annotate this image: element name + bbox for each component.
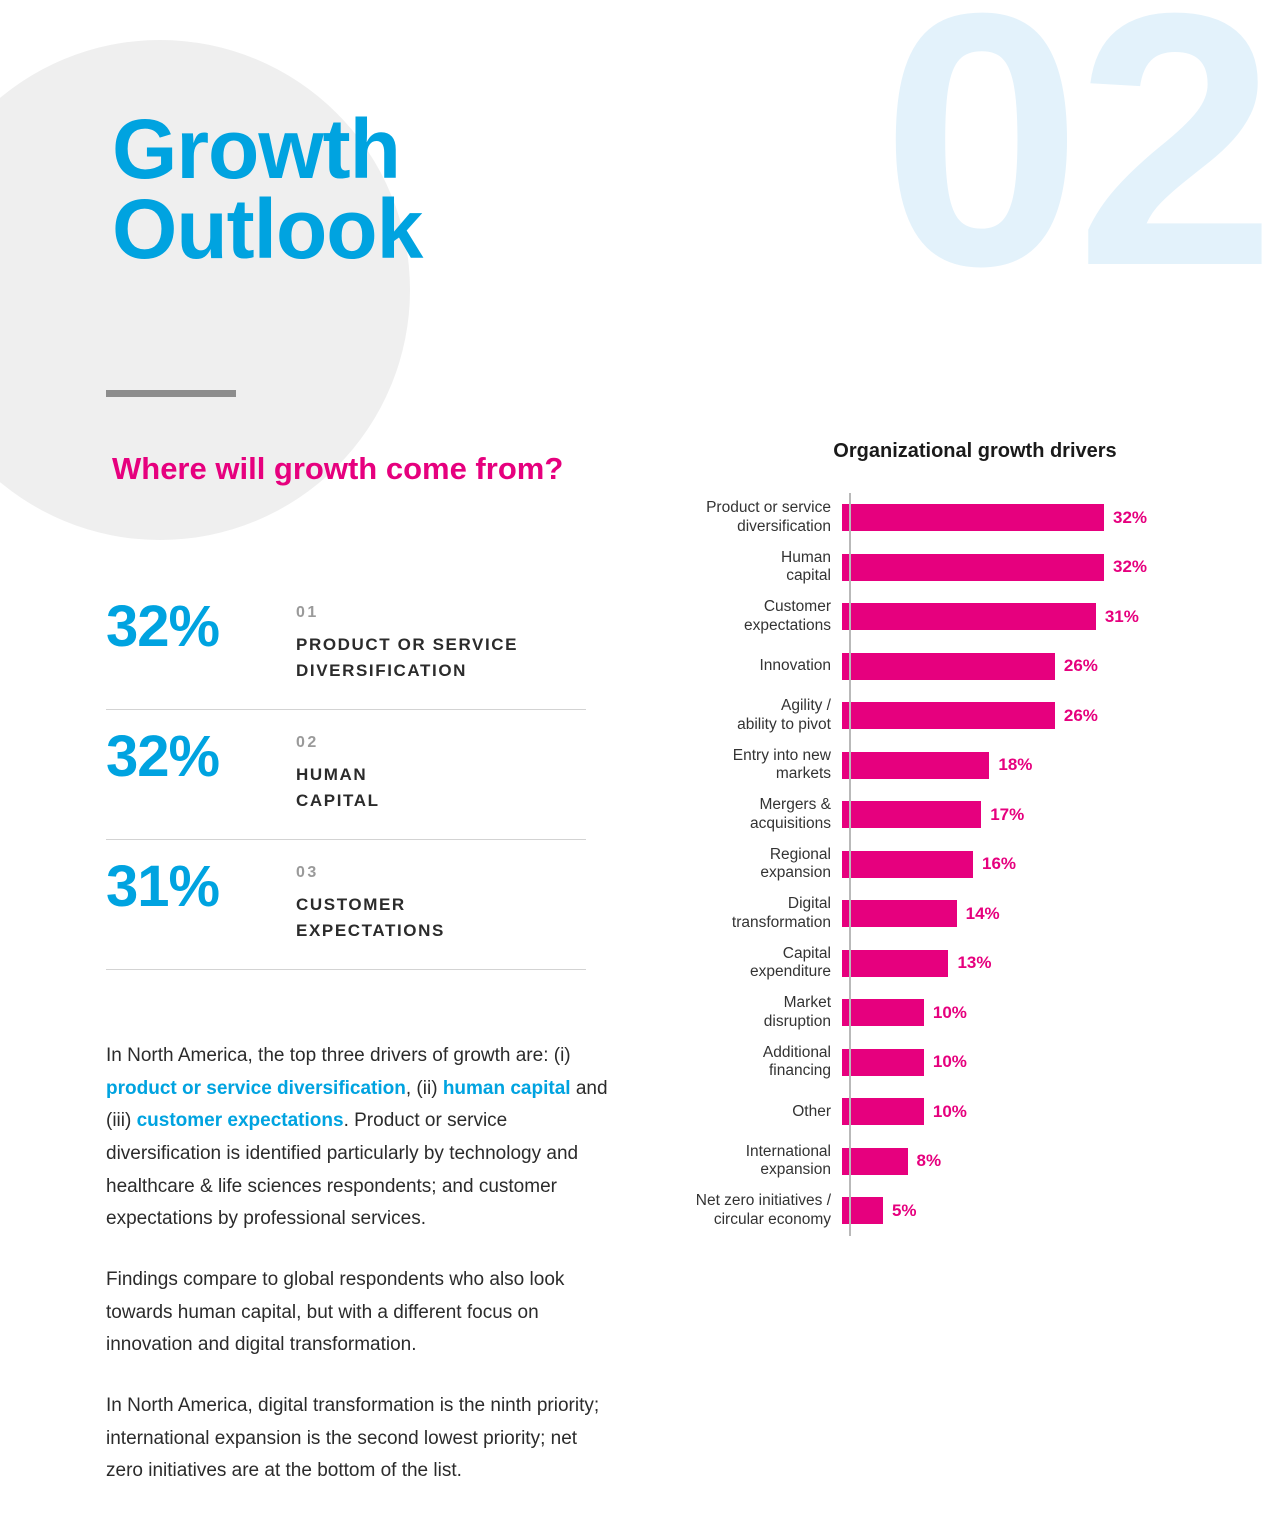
chart-bar [842,851,973,878]
chart-bar-value: 32% [1113,507,1148,527]
stat-meta [296,598,518,683]
chart-bar-row [660,691,1260,741]
stat-label [296,632,518,683]
list-item [106,710,586,840]
chart-category-label: Customer expectations [743,598,831,634]
chart-category-label: International expansion [745,1142,831,1179]
chart-bar [842,801,981,828]
chart-bar-track [840,752,1260,779]
chart-bar-row [660,939,1260,989]
chart-bar-track [840,999,1260,1026]
p1-highlight-1: product or service diversification [106,1077,406,1099]
section-subheading: Where will growth come from? [112,451,564,486]
stat-label [296,892,445,943]
chart-category-label: Capital expenditure [749,944,831,981]
page-title-line-1: Growth [112,102,400,196]
p1-highlight-2: human capital [442,1077,571,1099]
chart-category-label: Digital transformation [731,895,831,931]
chart-bar-value: 10% [932,1101,967,1121]
chart-bar-row [660,790,1260,840]
stat-value: 32% [106,724,220,789]
chart-bar-value: 14% [965,903,1000,923]
stat-label-line-2: EXPECTATIONS [296,920,445,940]
chart-bar-track [840,851,1260,878]
page-title [112,102,423,276]
chart-bar-value: 8% [916,1151,942,1171]
stat-value: 31% [106,854,220,919]
chart-bar-value: 32% [1113,557,1148,577]
chart-bar-value: 31% [1104,606,1139,626]
chart-bar-row [660,1137,1260,1187]
paragraph-1 [106,1040,616,1236]
chart-bar-track [840,900,1260,927]
stat-label-line-1: HUMAN [296,765,368,784]
page-title-line-2: Outlook [112,181,423,276]
stat-index: 02 [296,734,319,751]
stat-label-line-2: DIVERSIFICATION [296,660,468,680]
chart-bar-row [660,642,1260,692]
chart-category-label: Regional expansion [760,845,831,882]
section-number-watermark: 02 [881,0,1270,341]
chart-bar [842,999,924,1026]
chart-bar-row [660,840,1260,890]
paragraph-3: In North America, digital transformation is the ninth priority; international expansion is the second lowest priority; net zero initiatives are at the bottom of the list. [106,1395,600,1482]
list-item [106,580,586,710]
chart-bar [842,752,989,779]
p1-text-b: , (ii) [405,1077,443,1099]
chart-bar-value: 13% [957,953,992,973]
chart-bar [842,554,1104,581]
chart-bar-row [660,592,1260,642]
chart-bar-row [660,543,1260,593]
chart-bar-row [660,988,1260,1038]
chart-bar-row [660,889,1260,939]
chart-bar-value: 10% [932,1002,967,1022]
chart-bar [842,702,1055,729]
p1-text-c: and (iii) [106,1077,608,1132]
chart-bar [842,504,1104,531]
stat-value: 32% [106,594,220,659]
chart-bar-value: 16% [982,854,1017,874]
p1-text-d: . Product or service diversification is identified particularly by technology and healthcare & life sciences respondents; and customer expectations by professional services. [106,1110,579,1230]
chart-bar-track [840,950,1260,977]
chart-title: Organizational growth drivers [833,440,1117,462]
chart-category-label: Human capital [781,548,831,585]
chart-bar-value: 26% [1063,705,1098,725]
chart-bar-value: 26% [1063,656,1098,676]
chart-y-axis [849,493,851,1236]
chart-bar-row [660,1186,1260,1236]
stat-label-line-1: PRODUCT OR SERVICE [296,635,519,654]
chart-category-label: Additional financing [762,1043,831,1080]
body-copy [106,1040,616,1516]
chart-bar-track [840,702,1260,729]
chart-bar-track [840,1148,1260,1175]
chart-bar-value: 5% [891,1200,917,1220]
p1-text-a: In North America, the top three drivers of growth are: (i) [106,1045,571,1066]
chart-bar-track [840,554,1260,581]
chart-bar-row [660,741,1260,791]
stat-meta [296,728,380,813]
chart-bar-track [840,504,1260,531]
chart-bar-row [660,493,1260,543]
chart-category-label: Other [792,1102,831,1120]
chart-bar [842,653,1055,680]
chart-bar-track [840,603,1260,630]
chart-category-label: Mergers & acquisitions [750,796,831,832]
top-drivers-list [106,580,586,970]
chart-bar-value: 10% [932,1052,967,1072]
chart-bar-track [840,1098,1260,1125]
chart-bar [842,1148,908,1175]
chart-bar-track [840,653,1260,680]
chart-bar-value: 17% [990,804,1025,824]
stat-index: 03 [296,864,319,881]
stat-label-line-2: CAPITAL [296,790,380,810]
stat-label-line-1: CUSTOMER [296,895,406,914]
chart-bar-row [660,1038,1260,1088]
chart-bar [842,1049,924,1076]
chart-bar [842,603,1096,630]
stat-index: 01 [296,604,319,621]
paragraph-2: Findings compare to global respondents who also look towards human capital, but with a different focus on innovation and digital transformation. [106,1269,565,1356]
chart-category-label: Entry into new markets [732,746,831,783]
chart-bar [842,950,948,977]
chart-bar-track [840,1049,1260,1076]
chart-category-label: Product or service diversification [706,499,831,535]
chart-bar-track [840,1197,1260,1224]
chart [660,440,1260,1236]
chart-plot-area [660,493,1260,1236]
stat-meta [296,858,445,943]
list-item [106,840,586,970]
stat-label [296,762,380,813]
chart-bar-row [660,1087,1260,1137]
chart-bar-value: 18% [998,755,1033,775]
chart-bar-track [840,801,1260,828]
chart-bar [842,1098,924,1125]
p1-highlight-3: customer expectations [136,1110,344,1132]
chart-category-label: Innovation [759,657,831,675]
chart-category-label: Net zero initiatives / circular economy [695,1192,831,1228]
title-divider [106,390,236,397]
chart-category-label: Market disruption [763,994,831,1030]
chart-bar [842,900,957,927]
chart-category-label: Agility / ability to pivot [737,697,831,733]
